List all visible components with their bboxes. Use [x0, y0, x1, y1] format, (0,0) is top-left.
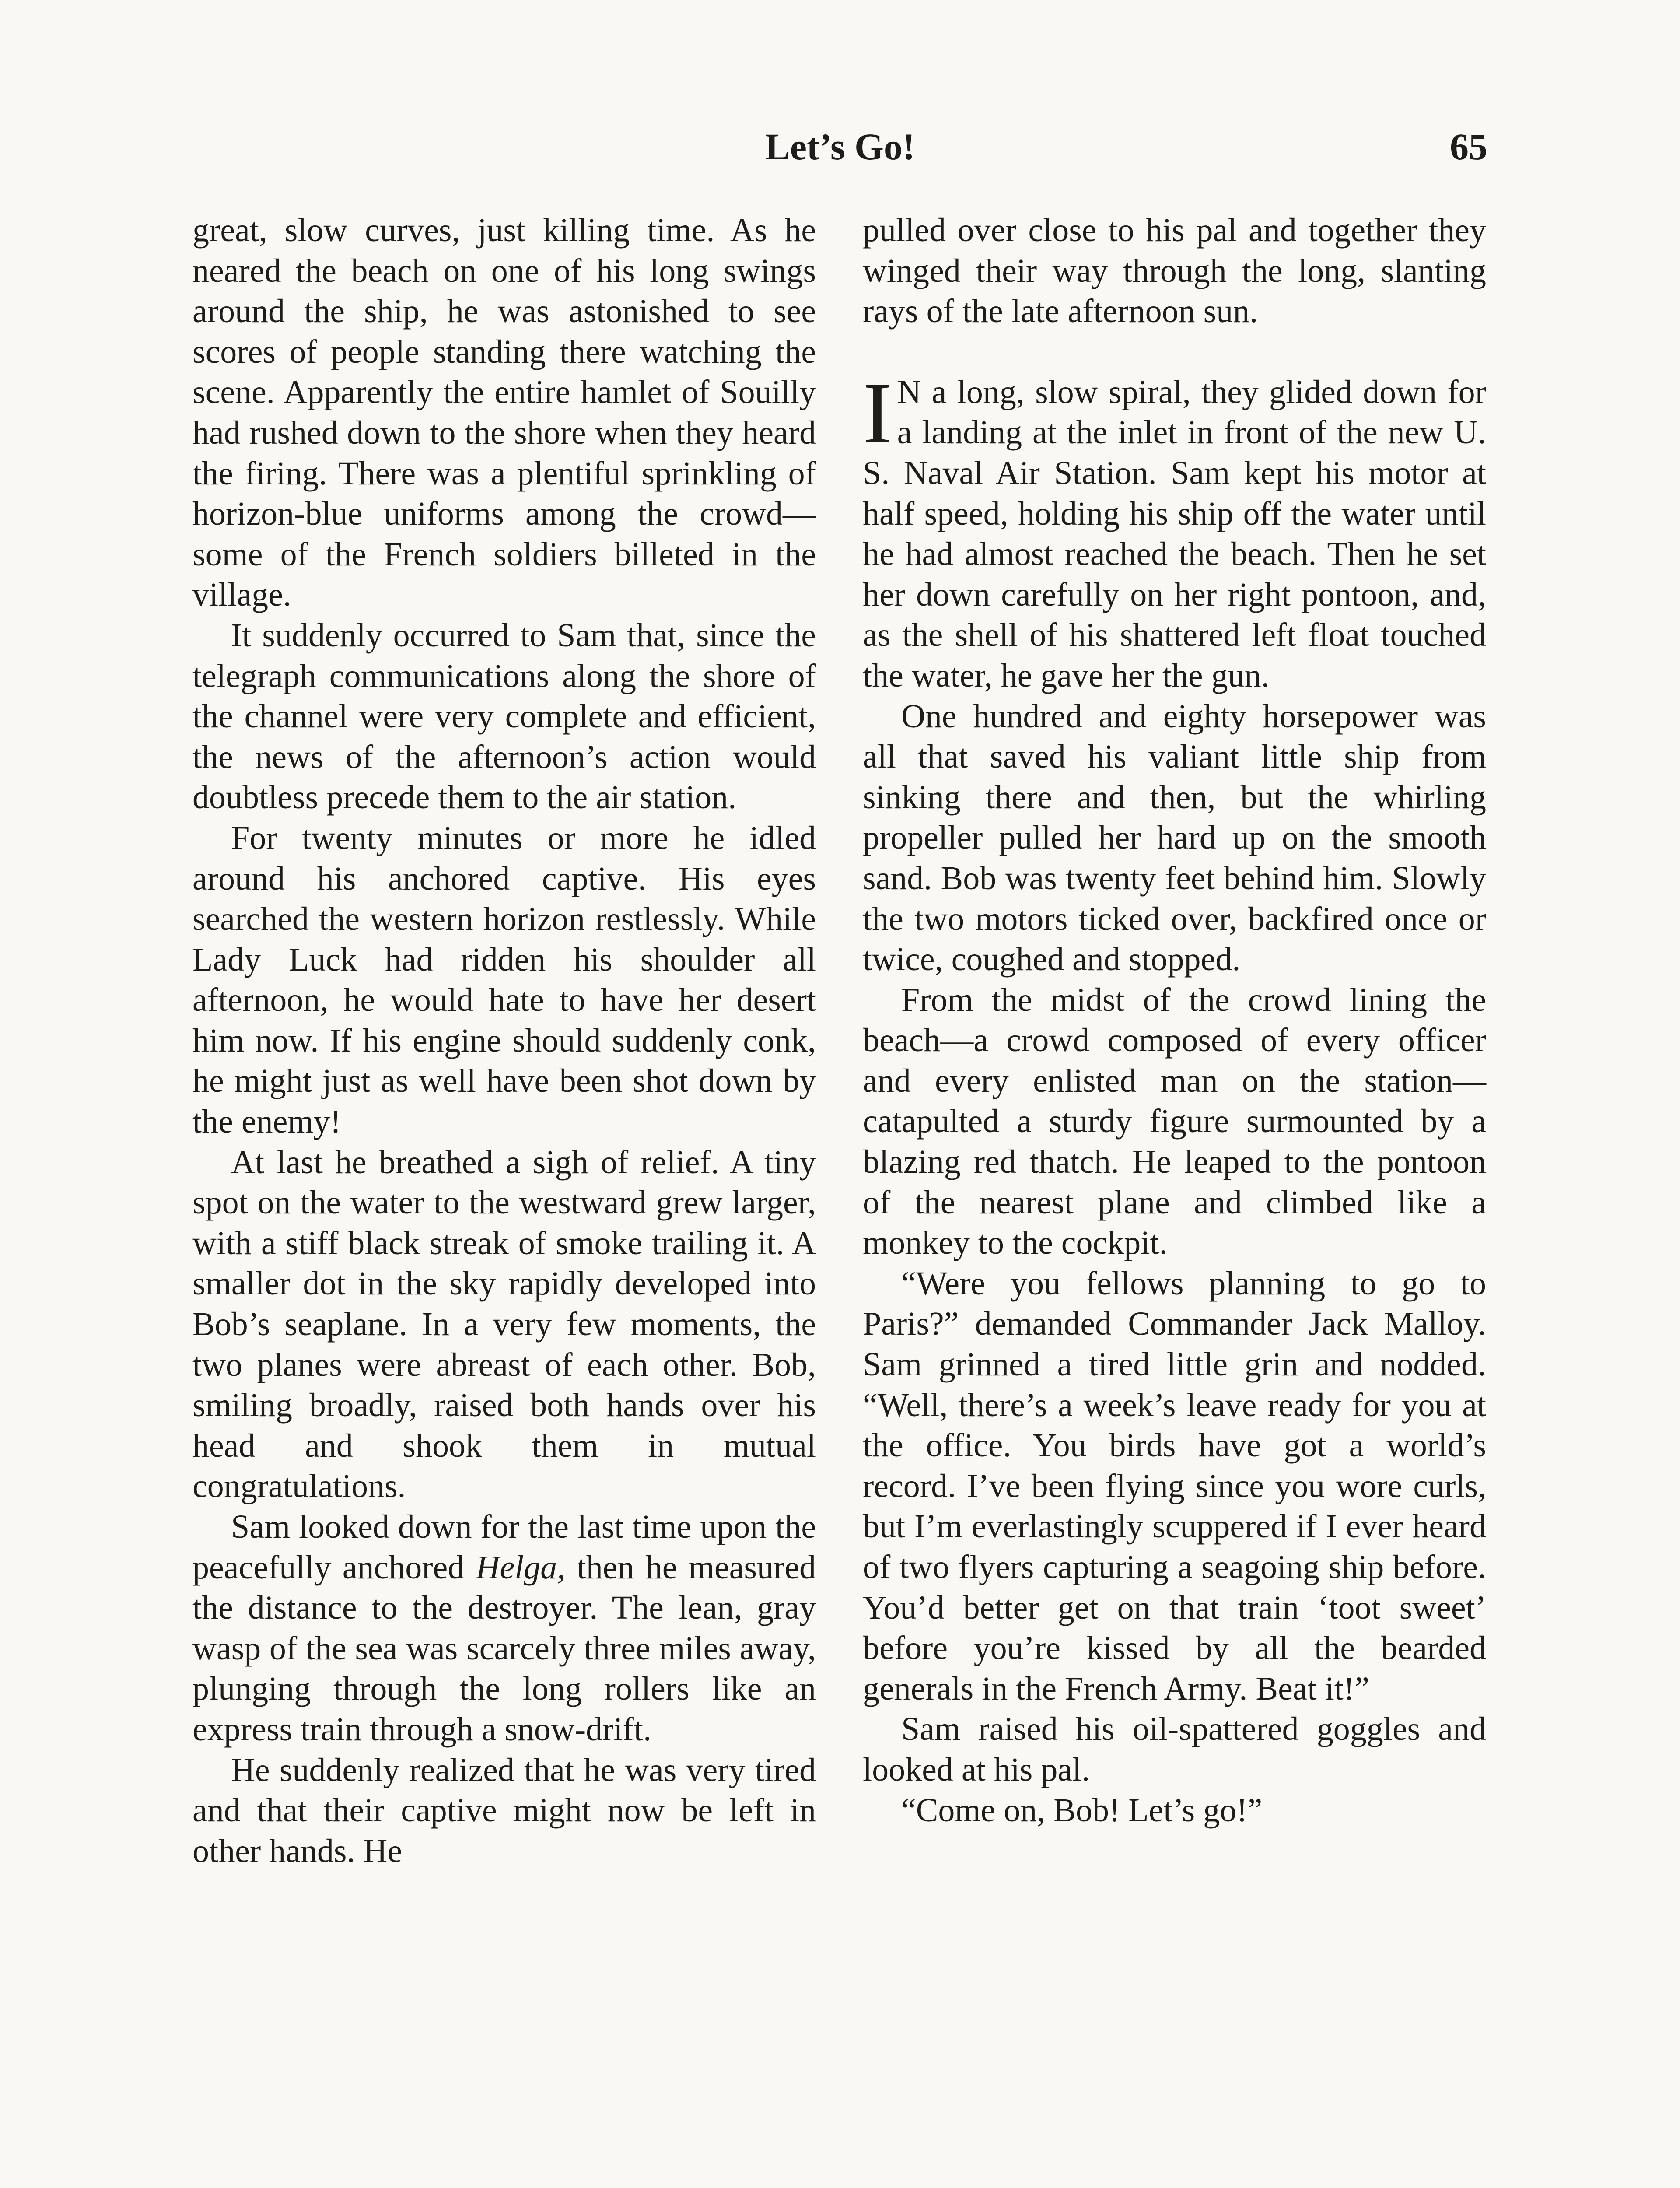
drop-cap: I [863, 365, 892, 462]
helga-paragraph [192, 1507, 816, 1750]
section-first-word: N [897, 373, 921, 410]
paragraph: At last he breathed a sigh of relief. A tiny spot on the water to the westward grew larger, with a stiff black streak of smoke trailing it. A smaller dot in the sky rapidly developed into Bob’s seaplane. In a very few moments, the two planes were abreast of each other. Bob, smiling broadly, raised both hands over his head and shook them in mutual congratulations. [192, 1143, 816, 1505]
paragraph: It suddenly occurred to Sam that, since the telegraph communications along the shore of the channel were very complete and efficient, the news of the afternoon’s action would doubtless precede them to the air station. [192, 617, 816, 816]
page-number: 65 [1450, 126, 1488, 168]
paragraph: great, slow curves, just killing time. As he neared the beach on one of his long swings around the ship, he was astonished to see scores of people standing there watching the scene. Apparently the entire hamlet of Souilly had rushed down to the shore when they heard the firing. There was a plentiful sprinkling of horizon-blue uniforms among the crowd—some of the French soldiers billeted in the village. [192, 212, 816, 614]
paragraph-text: then he measured the distance to the destroyer. The lean, gray wasp of the sea was scarcely three miles away, plunging through the long rollers like an express train through a snow-drift. [192, 1549, 816, 1748]
paragraph: pulled over close to his pal and together they winged their way through the long, slanting rays of the late afternoon sun. [863, 212, 1486, 330]
left-column [192, 210, 816, 1871]
paragraph: Sam raised his oil-spattered goggles and looked at his pal. [863, 1711, 1486, 1788]
paragraph: He suddenly realized that he was very tired and that their captive might now be left in other hands. He [192, 1751, 816, 1869]
running-head [192, 118, 1488, 175]
section-opening-paragraph [863, 365, 1486, 696]
running-title: Let’s Go! [765, 126, 915, 168]
ship-name: Helga, [476, 1549, 566, 1586]
paragraph-text: a long, slow spiral, they glided down for a landing at the inlet in front of the new U. S. Naval Air Station. Sam kept his motor at half speed, holding his ship off the water until he had almost reached the beach. Then he set her down carefully on her right pontoon, and, as the shell of his shattered left float touched the water, he gave her the gun. [863, 373, 1486, 694]
paragraph: One hundred and eighty horsepower was all that saved his valiant little ship from sinking there and then, but the whirling propeller pulled her hard up on the smooth sand. Bob was twenty feet behind him. Slowly the two motors ticked over, backfired once or twice, coughed and stopped. [863, 698, 1486, 978]
paragraph: “Come on, Bob! Let’s go!” [901, 1792, 1263, 1829]
paragraph: For twenty minutes or more he idled around his anchored captive. His eyes searched the western horizon restlessly. While Lady Luck had ridden his shoulder all afternoon, he would hate to have her desert him now. If his engine should suddenly conk, he might just as well have been shot down by the enemy! [192, 819, 816, 1140]
right-column [863, 210, 1486, 1830]
paragraph: From the midst of the crowd lining the beach—a crowd composed of every officer and every enlisted man on the station—catapulted a sturdy figure surmounted by a blazing red thatch. He leaped to the pontoon of the nearest plane and climbed like a monkey to the cockpit. [863, 981, 1486, 1262]
paragraph-text: Sam looked down for the last time upon the peacefully anchored [192, 1508, 816, 1586]
paragraph: “Were you fellows planning to go to Paris?” demanded Commander Jack Malloy. Sam grinned a tired little grin and nodded. “Well, there’s a week’s leave ready for you at the office. You birds have got a world’s record. I’ve been flying since you wore curls, but I’m everlastingly scuppered if I ever heard of two flyers capturing a seagoing ship before. You’d better get on that train ‘toot sweet’ before you’re kissed by all the bearded generals in the French Army. Beat it!” [863, 1265, 1486, 1707]
